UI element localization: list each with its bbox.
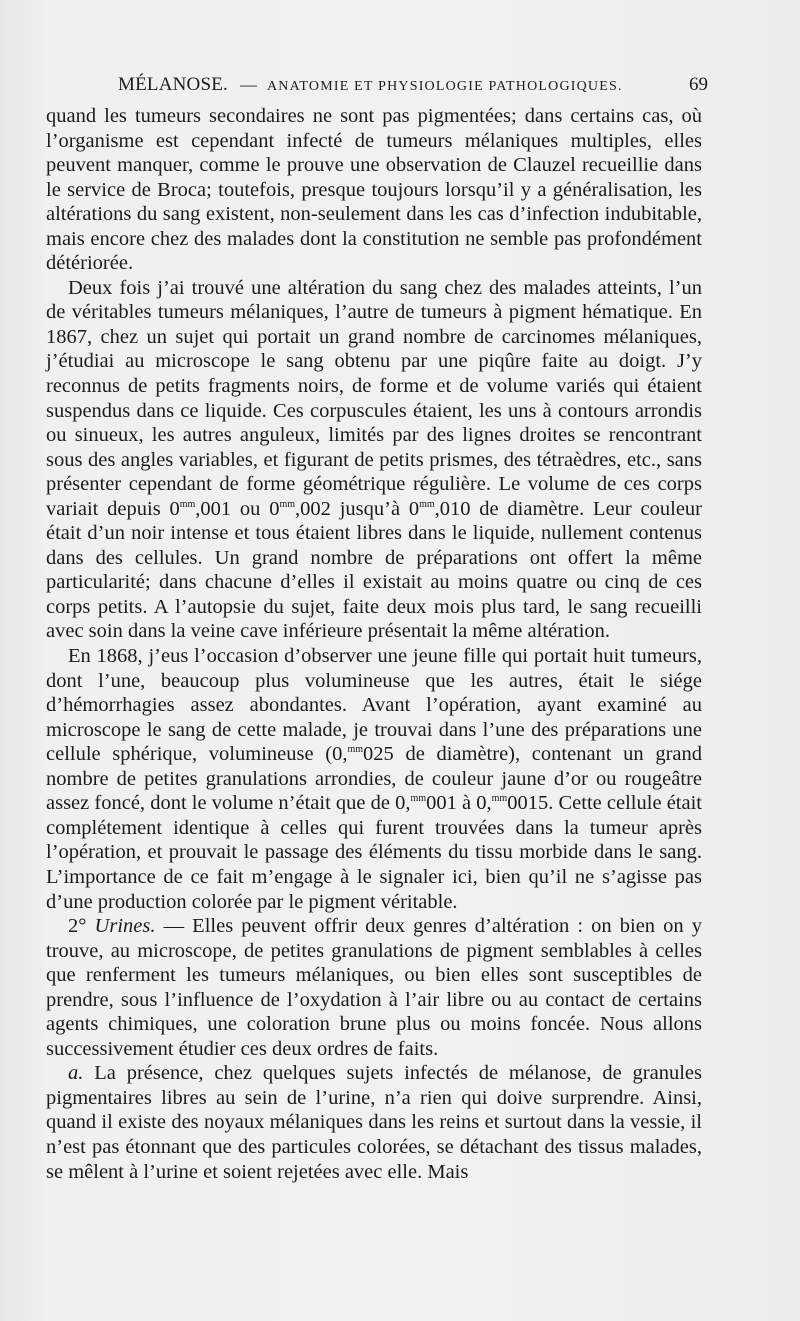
body-text bbox=[46, 104, 702, 1184]
running-title: MÉLANOSE. bbox=[118, 74, 228, 95]
section-title-urines: Urines. bbox=[94, 915, 156, 938]
running-header bbox=[118, 74, 708, 98]
paragraph-4: 2° Urines. — Elles peuvent offrir deux genres d’altération : on bien on y trouve, au microscope, de petites granulations de pigment semblables à celles que renferment les tumeurs mélaniques, ou bien elles sont susceptibles de prendre, sous l’influence de l’oxydation à l’air libre ou au contact de certains agents chimiques, une coloration brune plus ou moins foncée. Nous allons successivement étudier ces deux ordres de faits. bbox=[46, 915, 702, 1060]
running-subtitle: ANATOMIE ET PHYSIOLOGIE PATHOLOGIQUES. bbox=[267, 79, 623, 94]
page-number: 69 bbox=[689, 74, 708, 95]
header-separator: — bbox=[240, 75, 257, 94]
paragraph-3: En 1868, j’eus l’occasion d’observer une jeune fille qui portait huit tumeurs, dont l’une, beaucoup plus volumineuse que les autres, était le siége d’hémorrhagies assez abondantes. Avant l’opération, ayant examiné au microscope le sang de cette malade, je trouvai dans l’une des préparations une cellule sphérique, volumineuse (0,$^{mm}$025 de diamètre), contenant un grand nombre de petites granulations arrondies, de couleur jaune d’or ou rougeâtre assez foncé, dont le volume n’était que de 0,$^{mm}$001 à 0,$^{mm}$0015. Cette cellule était complétement identique à celles qui furent trouvées dans la tumeur après l’opération, et prouvait le passage des éléments du tissu morbide dans le sang. L’importance de ce fait m’engage à le signaler ici, bien qu’il ne s’agisse pas d’une production colorée par le pigment véritable. bbox=[46, 645, 703, 913]
paragraph-2: Deux fois j’ai trouvé une altération du sang chez des malades atteints, l’un de véritables tumeurs mélaniques, l’autre de tumeurs à pigment hématique. En 1867, chez un sujet qui portait un grand nombre de carcinomes mélaniques, j’étudiai au microscope le sang obtenu par une piqûre faite au doigt. J’y reconnus de petits fragments noirs, de forme et de volume variés qui étaient suspendus dans ce liquide. Ces corpuscules étaient, les uns à contours arrondis ou sinueux, les autres anguleux, limités par des lignes droites se rencontrant sous des angles variables, et figurant de petits prismes, des tétraèdres, etc., sans présenter cependant de forme géométrique régulière. Le volume de ces corps variait depuis $0^{mm},001$ ou $0^{mm},002$ jusqu’à $0^{mm},010$ de diamètre. Leur couleur était d’un noir intense et tous étaient libres dans le liquide, nullement contenus dans des cellules. Un grand nombre de préparations ont offert la même particularité; dans chacune d’elles il existait au moins quatre ou cinq de ces corps petits. A l’autopsie du sujet, faite deux mois plus tard, le sang recueilli avec soin dans la veine cave inférieure présentait la même altération. bbox=[46, 276, 702, 643]
paragraph-1: quand les tumeurs secondaires ne sont pas pigmentées; dans certains cas, où l’organisme est cependant infecté de tumeurs mélaniques multiples, elles peuvent manquer, comme le prouve une observation de Clauzel recueillie dans le service de Broca; toutefois, presque toujours lorsqu’il y a généralisation, les altérations du sang existent, non-seulement dans les cas d’infection indubitable, mais encore chez des malades dont la constitution ne semble pas profondément détériorée. bbox=[46, 105, 702, 275]
item-label-a: a. bbox=[68, 1062, 84, 1085]
paragraph-5: a. La présence, chez quelques sujets infectés de mélanose, de granules pigmentaires libres au sein de l’urine, n’a rien qui doive surprendre. Ainsi, quand il existe des noyaux mélaniques dans les reins et surtout dans la vessie, il n’est pas étonnant que des particules colorées, se détachant des tissus malades, se mêlent à l’urine et soient rejetées avec elle. Mais bbox=[46, 1062, 702, 1183]
